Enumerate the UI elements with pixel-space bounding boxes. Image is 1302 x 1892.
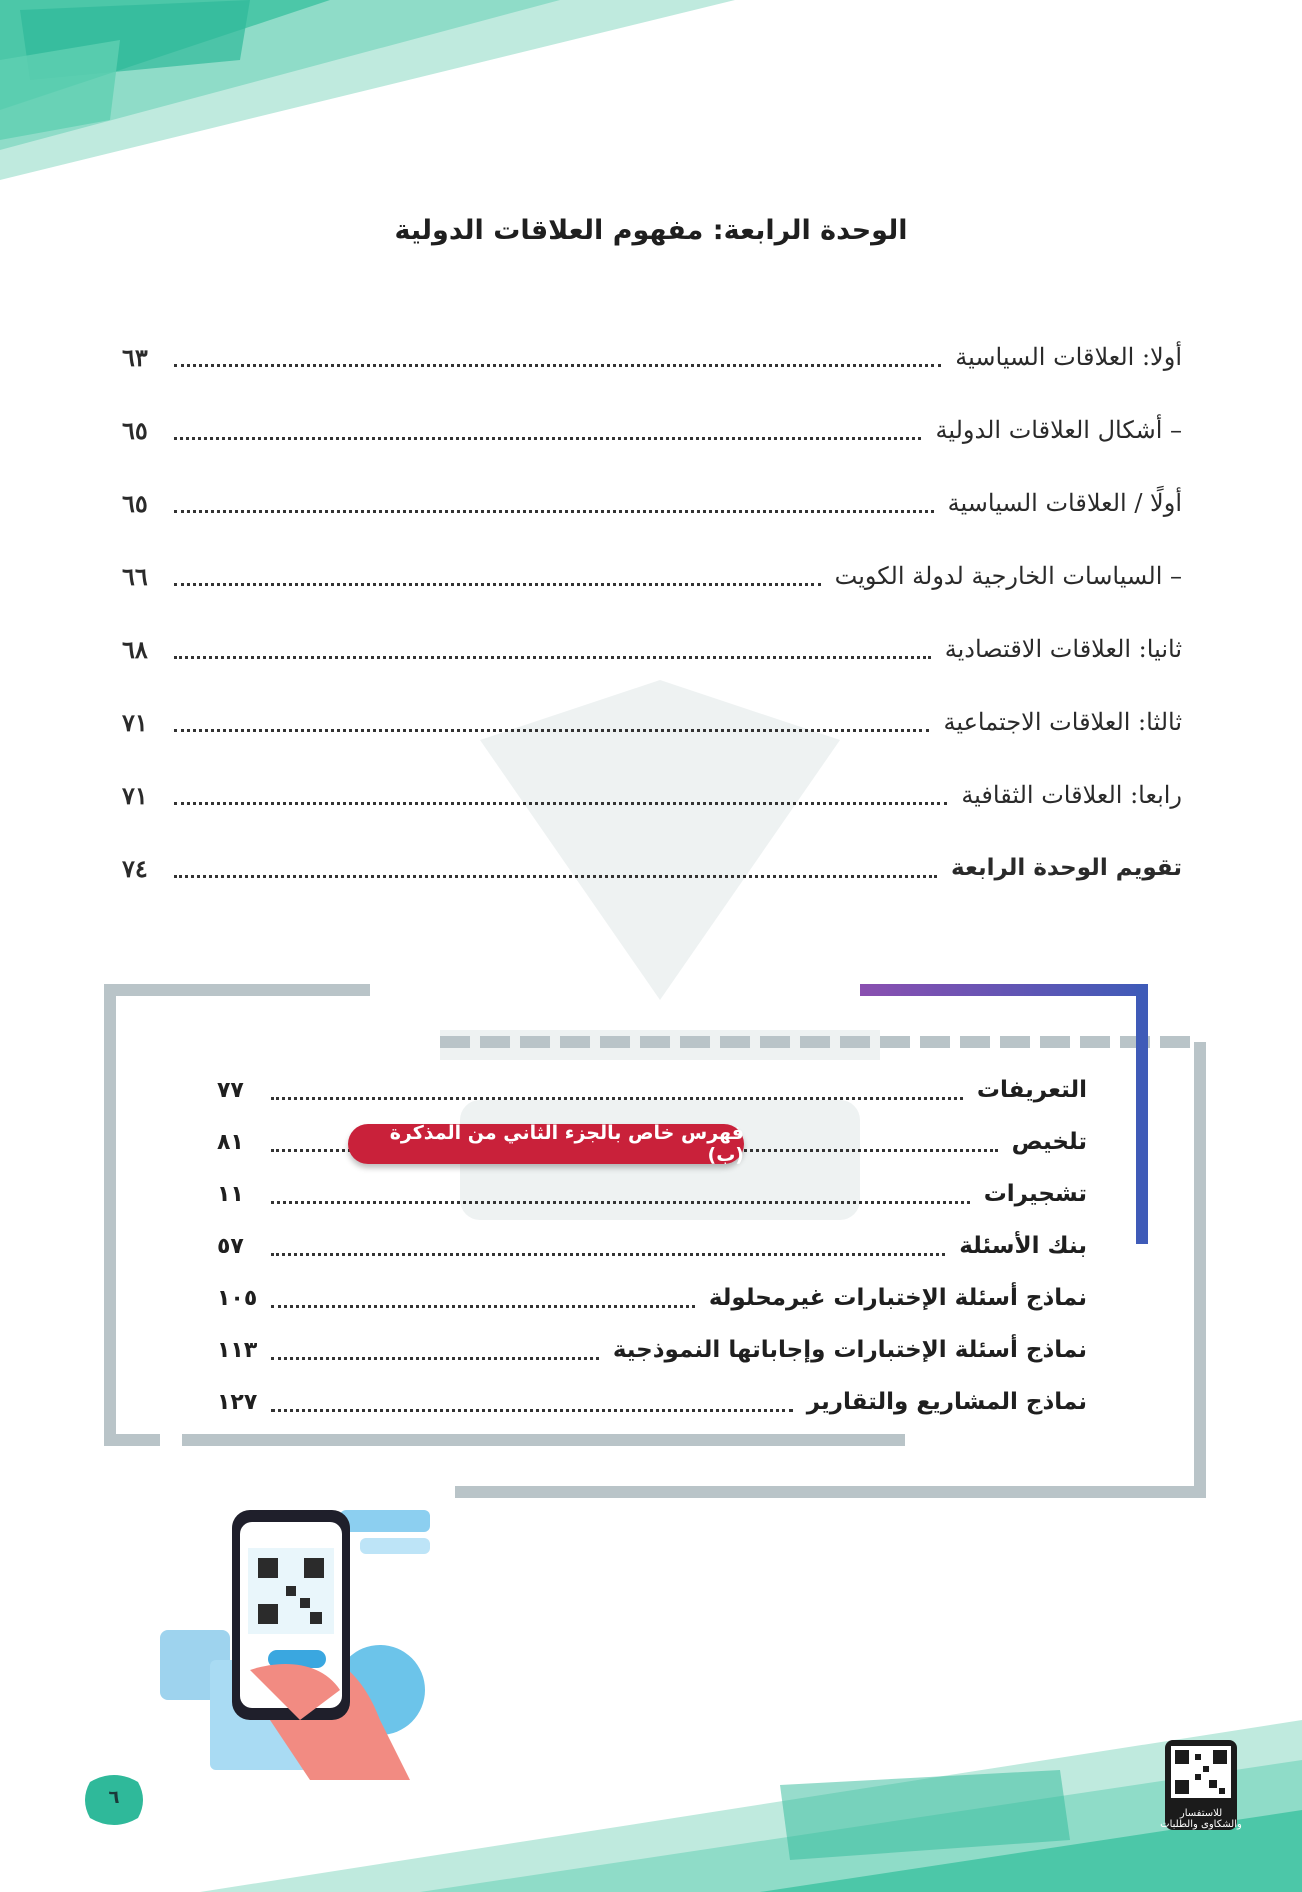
qr-code-icon <box>1165 1740 1237 1802</box>
toc-page: ٧١ <box>122 707 148 737</box>
toc-label: أولا: العلاقات السياسية <box>955 343 1182 371</box>
appendix-row[interactable] <box>217 1174 1087 1214</box>
leader-dots <box>271 1201 970 1204</box>
leader-dots <box>271 1097 963 1100</box>
qr-caption: للاستفسار والشكاوى والطلبات <box>1160 1808 1242 1830</box>
appendix-label: تشجيرات <box>983 1181 1087 1207</box>
leader-dots <box>174 437 921 440</box>
toc-page: ٦٥ <box>122 415 148 445</box>
top-decoration <box>0 0 1302 200</box>
appendix-row[interactable] <box>217 1382 1087 1422</box>
appendix-page: ١٠٥ <box>217 1285 258 1311</box>
appendix-label: نماذج أسئلة الإختبارات وإجاباتها النموذجية <box>612 1337 1087 1363</box>
toc-row[interactable] <box>122 773 1182 817</box>
appendix-label: التعريفات <box>976 1077 1087 1103</box>
appendix-page: ٨١ <box>217 1129 244 1155</box>
appendix-row[interactable] <box>217 1278 1087 1318</box>
phone-qr-illustration <box>150 1490 450 1790</box>
toc-row[interactable] <box>122 627 1182 671</box>
toc-row[interactable] <box>122 846 1182 890</box>
appendix-page: ١٢٧ <box>217 1389 258 1415</box>
leader-dots <box>174 364 941 367</box>
appendix-row[interactable] <box>217 1070 1087 1110</box>
appendix-row[interactable] <box>217 1330 1087 1370</box>
leader-dots <box>174 656 931 659</box>
toc-label: تقويم الوحدة الرابعة <box>951 855 1182 881</box>
toc-page: ٦٣ <box>122 342 148 372</box>
leader-dots <box>174 729 929 732</box>
page-number: ٦ <box>108 1786 120 1808</box>
appendix-label: نماذج أسئلة الإختبارات غيرمحلولة <box>708 1285 1087 1311</box>
appendix-label: تلخيص <box>1011 1129 1087 1155</box>
toc-page: ٧١ <box>122 780 148 810</box>
toc-page: ٧٤ <box>122 853 148 883</box>
toc-row[interactable] <box>122 335 1182 379</box>
toc-page: ٦٨ <box>122 634 148 664</box>
toc-row[interactable] <box>122 700 1182 744</box>
appendix-page: ٥٧ <box>217 1233 244 1259</box>
toc-row[interactable] <box>122 408 1182 452</box>
toc-row[interactable] <box>122 481 1182 525</box>
appendix-row[interactable] <box>217 1226 1087 1266</box>
toc-label: ثانيا: العلاقات الاقتصادية <box>944 635 1182 663</box>
toc-row[interactable] <box>122 554 1182 598</box>
toc-page: ٦٥ <box>122 488 148 518</box>
appendix-label: بنك الأسئلة <box>959 1233 1087 1259</box>
appendix-page: ٧٧ <box>217 1077 244 1103</box>
toc-label: رابعا: العلاقات الثقافية <box>961 781 1182 809</box>
toc-page: ٦٦ <box>122 561 148 591</box>
leader-dots <box>174 510 934 513</box>
leader-dots <box>174 875 937 878</box>
toc-label: أولًا / العلاقات السياسية <box>947 489 1182 517</box>
leader-dots <box>271 1357 599 1360</box>
appendix-label: نماذج المشاريع والتقارير <box>806 1389 1087 1415</box>
leader-dots <box>271 1409 793 1412</box>
toc-label: – أشكال العلاقات الدولية <box>935 416 1182 444</box>
leader-dots <box>174 583 821 586</box>
leader-dots <box>174 802 947 805</box>
appendix-page: ١١٣ <box>217 1337 258 1363</box>
leader-dots <box>271 1305 695 1308</box>
appendix-page: ١١ <box>217 1181 244 1207</box>
toc-label: – السياسات الخارجية لدولة الكويت <box>834 562 1182 590</box>
special-index-tag: فهرس خاص بالجزء الثاني من المذكرة (ب) <box>348 1124 744 1164</box>
leader-dots <box>271 1253 945 1256</box>
unit-title: الوحدة الرابعة: مفهوم العلاقات الدولية <box>394 215 908 246</box>
toc-label: ثالثا: العلاقات الاجتماعية <box>943 708 1182 736</box>
